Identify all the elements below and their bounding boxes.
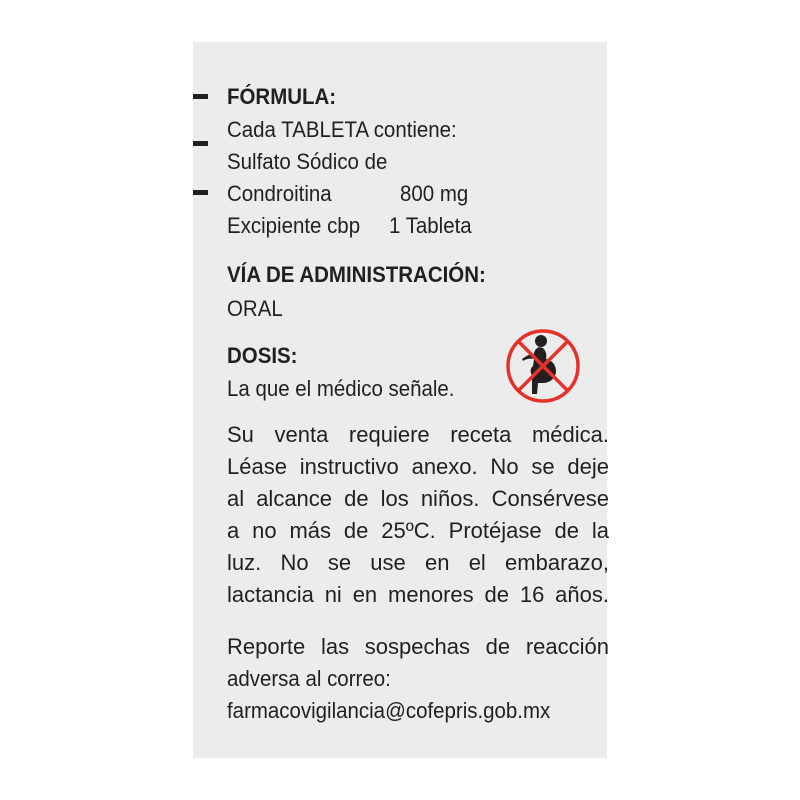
warning-line: a no más de 25ºC. Protéjase de la xyxy=(227,518,609,543)
warning-line: al alcance de los niños. Consérvese xyxy=(227,486,609,511)
dosage-heading: DOSIS: xyxy=(227,343,298,368)
dosage-value: La que el médico señale. xyxy=(227,376,455,401)
warning-line: Su venta requiere receta médica. xyxy=(227,422,609,447)
warning-line: luz. No se use en el embarazo, xyxy=(227,550,609,575)
report-line: adversa al correo: xyxy=(227,666,391,691)
administration-value: ORAL xyxy=(227,296,283,321)
ingredient-amount: 800 mg xyxy=(400,181,469,206)
report-email: farmacovigilancia@cofepris.gob.mx xyxy=(227,698,551,723)
formula-line-2: Sulfato Sódico de xyxy=(227,149,388,174)
print-marker-3 xyxy=(193,190,208,195)
warning-line: lactancia ni en menores de 16 años. xyxy=(227,582,609,607)
administration-heading: VÍA DE ADMINISTRACIÓN: xyxy=(227,262,486,287)
formula-heading: FÓRMULA: xyxy=(227,84,337,109)
formula-line-1: Cada TABLETA contiene: xyxy=(227,117,457,142)
excipient-name: Excipiente cbp xyxy=(227,213,361,238)
print-marker-2 xyxy=(193,141,208,146)
report-line: Reporte las sospechas de reacción xyxy=(227,634,609,659)
ingredient-name: Condroitina xyxy=(227,181,332,206)
excipient-amount: 1 Tableta xyxy=(389,213,472,238)
warning-line: Léase instructivo anexo. No se deje xyxy=(227,454,609,479)
print-marker-1 xyxy=(193,94,208,99)
no-pregnancy-icon xyxy=(503,326,583,406)
